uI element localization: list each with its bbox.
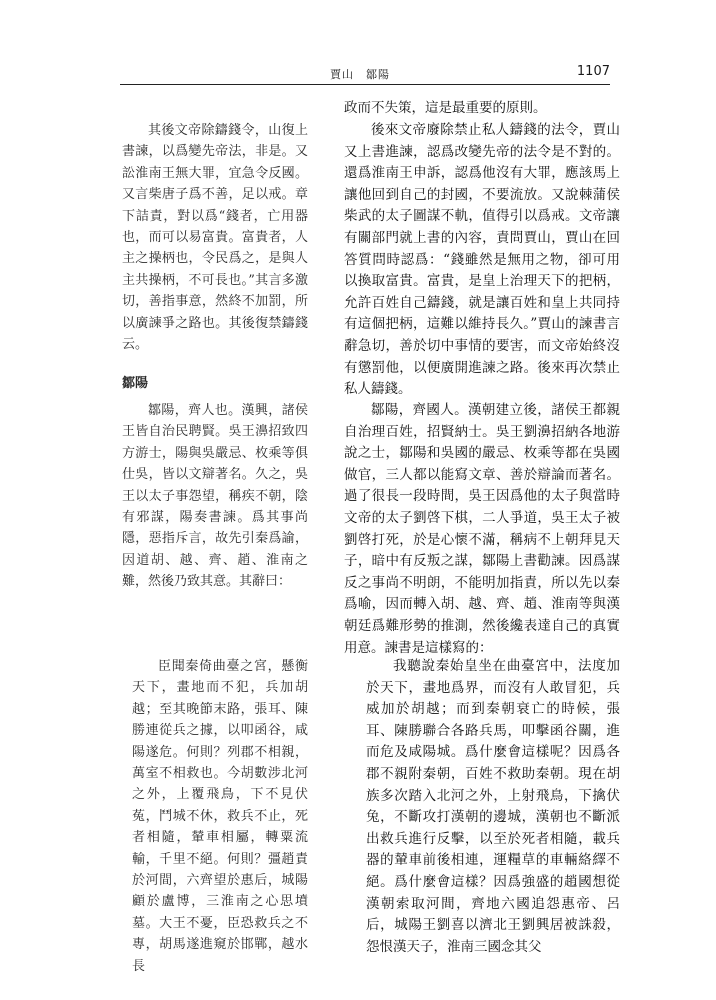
right-quote-block bbox=[344, 656, 620, 958]
section-title: 鄒陽 bbox=[122, 376, 149, 391]
left-paragraph-2-block bbox=[122, 400, 308, 593]
right-paragraph-2: 鄒陽，齊國人。漢朝建立後，諸侯王都親自治理百姓，招賢納士。吳王劉濞招納各地游說之士，鄒陽和吳國的嚴忌、枚乘等都在吳國做官，三人都以能寫文章、善於辯論而著名。過了很長一段時間，吳王因爲他的太子與當時文帝的太子劉啓下棋，二人爭道，吳王太子被劉啓打死，於是心懷不滿，稱病不上朝拜見天子，暗中有反叛之謀，鄒陽上書勸諫。因爲謀反之事尚不明朗，不能明加指責，所以先以秦爲喻，因而轉入胡、越、齊、趙、淮南等與漢朝廷爲難形勢的推測，然後纔表達自己的真實用意。諫書是這樣寫的： bbox=[344, 402, 620, 656]
page-number: 1107 bbox=[576, 64, 610, 79]
left-paragraph-1: 其後文帝除鑄錢令，山復上書諫，以爲變先帝法，非是。又訟淮南王無大罪，宜急令反國。又言柴唐子爲不善，足以戒。章下詰責，對以爲“錢者，亡用器也，而可以易富貴。富貴者，人主之操柄也，令民爲之，是與人主共操柄，不可長也。”其言多激切，善指事意，然終不加罰，所以廣諫爭之路也。其後復禁鑄錢云。 bbox=[122, 123, 308, 353]
right-paragraph-0-block bbox=[344, 98, 620, 120]
left-section-title-block bbox=[122, 373, 308, 394]
header-rule bbox=[120, 84, 610, 85]
left-paragraph-2: 鄒陽，齊人也。漢興，諸侯王皆自治民聘賢。吳王濞招致四方游士，陽與吳嚴忌、枚乘等俱仕吳，皆以文辯著名。久之，吳王以太子事怨望，稱疾不朝，陰有邪謀，陽奏書諫。爲其事尚隱，惡指斥言，故先引秦爲諭，因道胡、越、齊、趙、淮南之難，然後乃致其意。其辭曰： bbox=[122, 403, 308, 590]
right-paragraph-1: 後來文帝廢除禁止私人鑄錢的法令，賈山又上書進諫，認爲改變先帝的法令是不對的。還爲淮南王申訴，認爲他沒有大罪，應該馬上讓他回到自己的封國，不要流放。又說棘蒲侯柴武的太子圖謀不軌，值得引以爲戒。文帝讓有關部門就上書的內容，責問賈山，賈山在回答質問時認爲：“錢雖然是無用之物，卻可用以換取富貴。富貴，是皇上治理天下的把柄，允許百姓自己鑄錢，就是讓百姓和皇上共同持有這個把柄，這難以維持長久。”賈山的諫書言辭急切，善於切中事情的要害，而文帝始終沒有懲罰他，以便廣開進諫之路。後來再次禁止私人鑄錢。 bbox=[344, 122, 620, 398]
right-paragraph-0: 政而不失策，這是最重要的原則。 bbox=[344, 100, 547, 116]
right-paragraph-2-block bbox=[344, 400, 620, 659]
right-paragraph-1-block bbox=[344, 120, 620, 401]
running-title: 賈山 鄒陽 bbox=[330, 68, 390, 81]
left-quote-block bbox=[122, 656, 308, 977]
left-quote: 臣聞秦倚曲臺之宮，懸衡天下，畫地而不犯，兵加胡越；至其晚節末路，張耳、陳勝連從兵之據，以叩函谷，咸陽遂危。何則？列郡不相親，萬室不相救也。今胡數涉北河之外，上覆飛鳥，下不見伏菟，鬥城不休，救兵不止，死者相隨，輦車相屬，轉粟流輸，千里不絕。何則？彊趙責於河間，六齊望於惠后，城陽顧於盧博，三淮南之心思墳墓。大王不憂，臣恐救兵之不專，胡馬遂進窺於邯鄲，越水長 bbox=[132, 659, 308, 974]
right-quote: 我聽說秦始皇坐在曲臺宮中，法度加於天下，畫地爲界，而沒有人敢冒犯，兵威加於胡越；而到秦朝衰亡的時候，張耳、陳勝聯合各路兵馬，叩擊函谷關，進而危及咸陽城。爲什麼會這樣呢？因爲各郡不親附秦朝，百姓不救助秦朝。現在胡族多次踏入北河之外，上射飛鳥，下擒伏兔，不斷攻打漢朝的邊城，漢朝也不斷派出救兵進行反擊，以至於死者相隨，載兵器的輦車前後相連，運糧草的車輛絡繹不絕。爲什麼會這樣？因爲強盛的趙國想從漢朝索取河間，齊地六國追怨惠帝、呂后，城陽王劉喜以濟北王劉興居被誅殺，怨恨漢天子，淮南三國念其父 bbox=[366, 658, 620, 955]
left-paragraph-1-block bbox=[122, 120, 308, 355]
